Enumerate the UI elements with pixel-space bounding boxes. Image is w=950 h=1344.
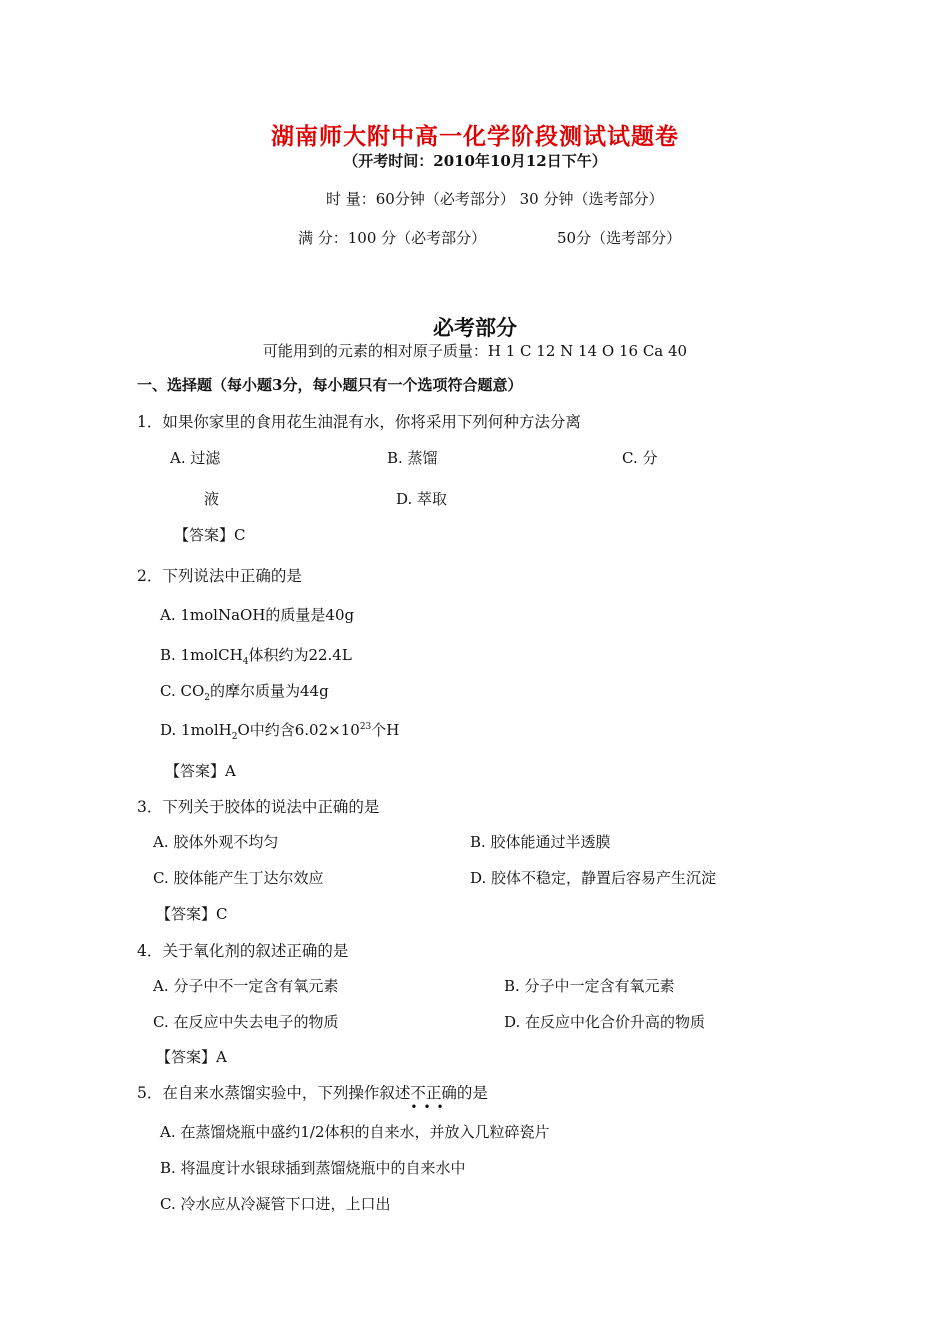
question-2-stem: 2．下列说法中正确的是 xyxy=(137,567,302,585)
question-3-option-a: A. 胶体外观不均匀 xyxy=(153,833,279,851)
question-2-option-a: A. 1molNaOH的质量是40g xyxy=(160,606,355,624)
question-3-option-d: D. 胶体不稳定，静置后容易产生沉淀 xyxy=(470,869,717,887)
emphasis-dots: ••• xyxy=(410,1100,450,1114)
section-title: 必考部分 xyxy=(433,315,517,340)
score-line-required: 满 分：100 分（必考部分） xyxy=(298,229,487,247)
question-1-option-d: D. 萃取 xyxy=(396,490,448,508)
question-5-option-b: B. 将温度计水银球插到蒸馏烧瓶中的自来水中 xyxy=(160,1159,466,1177)
question-5-stem: 5．在自来水蒸馏实验中，下列操作叙述不正确 ••• 的是 xyxy=(137,1084,488,1114)
question-2-option-b: B. 1molCH$_4$体积约为22.4L xyxy=(160,646,352,667)
part-heading: 一、选择题（每小题3分，每小题只有一个选项符合题意） xyxy=(137,376,523,394)
score-line-optional: 50分（选考部分） xyxy=(557,229,682,247)
question-1-answer: 【答案】C xyxy=(174,526,246,544)
question-1-stem: 1．如果你家里的食用花生油混有水，你将采用下列何种方法分离 xyxy=(137,413,581,431)
exam-title: 湖南师大附中高一化学阶段测试试题卷 xyxy=(271,123,679,150)
question-4-option-d: D. 在反应中化合价升高的物质 xyxy=(504,1013,706,1031)
question-4-answer: 【答案】A xyxy=(156,1048,227,1066)
question-1-option-b: B. 蒸馏 xyxy=(387,449,438,467)
question-2-option-c: C. $CO_2$的摩尔质量为44g xyxy=(160,682,329,703)
exam-start-time: （开考时间：2010年10月12日下午） xyxy=(343,152,607,170)
question-3-answer: 【答案】C xyxy=(156,905,228,923)
question-5-option-a: A. 在蒸馏烧瓶中盛约1/2体积的自来水，并放入几粒碎瓷片 xyxy=(160,1123,550,1141)
question-1-option-c: C. 分 xyxy=(622,449,658,467)
question-1-option-c-continued: 液 xyxy=(204,490,220,508)
emphasis-not-correct: 不正确 ••• xyxy=(410,1084,457,1114)
duration-line: 时 量：60分钟（必考部分） 30 分钟（选考部分） xyxy=(326,190,664,208)
question-4-stem: 4．关于氧化剂的叙述正确的是 xyxy=(137,942,349,960)
question-2-option-d: D. 1molH$_2$O中约含$6.02\times 10^{23}$个H xyxy=(160,721,400,742)
question-3-option-c: C. 胶体能产生丁达尔效应 xyxy=(153,869,324,887)
question-2-answer: 【答案】A xyxy=(165,762,236,780)
question-1-option-a: A. 过滤 xyxy=(170,449,221,467)
question-4-option-a: A. 分子中不一定含有氧元素 xyxy=(153,977,339,995)
question-3-stem: 3．下列关于胶体的说法中正确的是 xyxy=(137,798,380,816)
question-4-option-c: C. 在反应中失去电子的物质 xyxy=(153,1013,339,1031)
question-5-option-c: C. 冷水应从冷凝管下口进，上口出 xyxy=(160,1195,391,1213)
question-3-option-b: B. 胶体能通过半透膜 xyxy=(470,833,611,851)
question-4-option-b: B. 分子中一定含有氧元素 xyxy=(504,977,675,995)
atomic-masses: 可能用到的元素的相对原子质量：H 1 C 12 N 14 O 16 Ca 40 xyxy=(262,342,688,360)
